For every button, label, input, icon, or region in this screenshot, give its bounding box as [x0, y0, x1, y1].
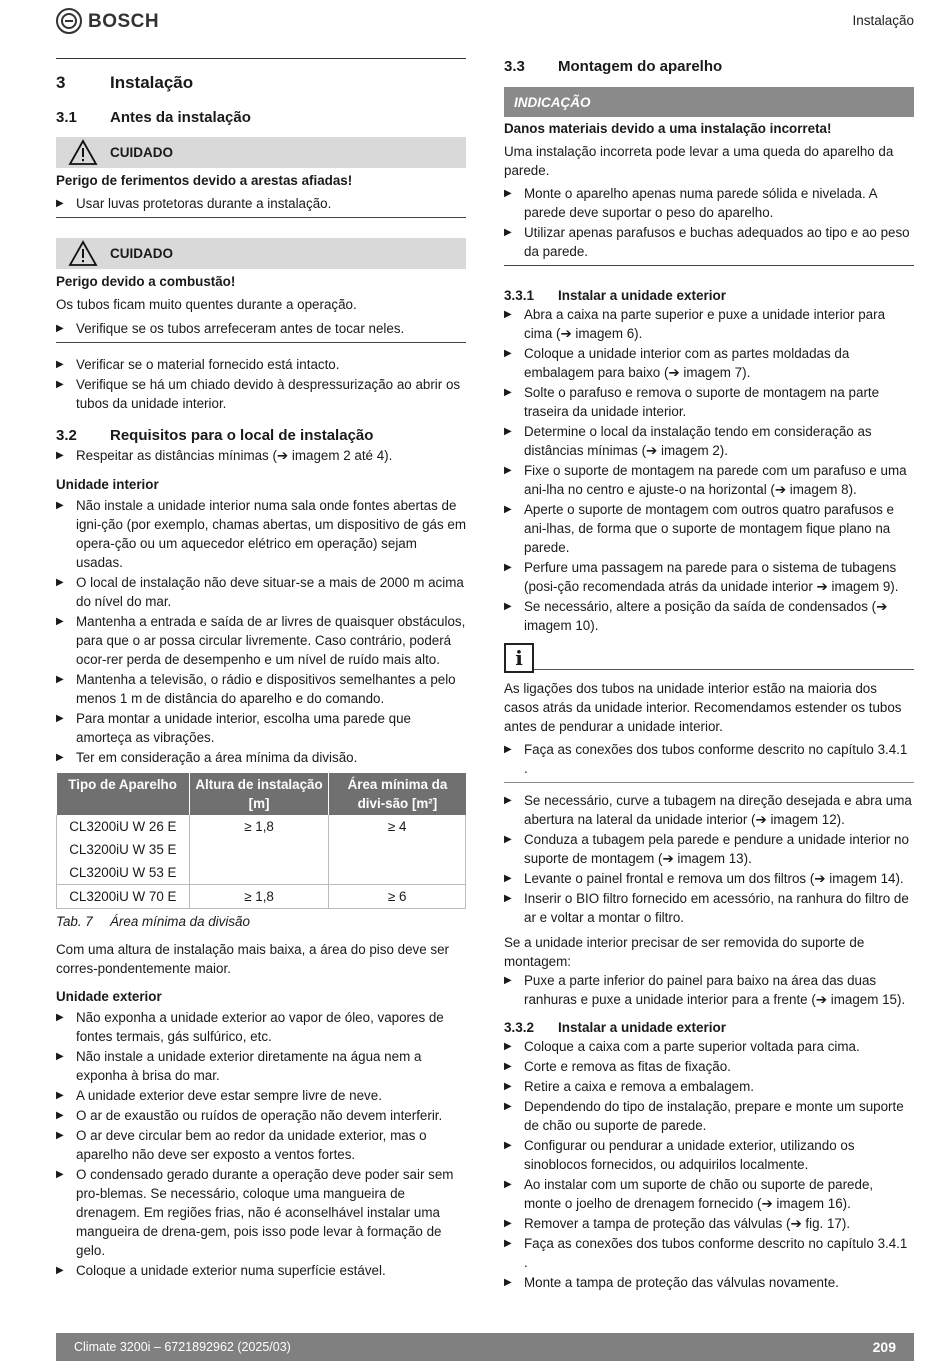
caution-title: Perigo devido a combustão! [56, 274, 236, 289]
bullet-arrow-icon: ▶ [56, 359, 64, 370]
section-title: Antes da instalação [110, 109, 251, 126]
table-row [57, 885, 466, 909]
bullet-arrow-icon: ▶ [504, 1081, 512, 1092]
bullet-arrow-icon: ▶ [56, 674, 64, 685]
removal-text: Se a unidade interior precisar de ser removida do suporte de montagem: [504, 935, 865, 969]
bullet-arrow-icon: ▶ [504, 834, 512, 845]
divider [56, 342, 466, 343]
list-item: ▶ Coloque a caixa com a parte superior voltada para cima. [504, 1039, 860, 1054]
bullet-arrow-icon: ▶ [56, 1265, 64, 1276]
list-item: ▶ Não instale a unidade interior numa sala onde fontes abertas de igni-ção (por exemplo, chamas abertas, um dispositivo de gás em opera-ção ou um aquecedor elétrico em operação) sejam usadas. [56, 498, 467, 570]
bullet-arrow-icon: ▶ [504, 227, 512, 238]
bullet-arrow-icon: ▶ [504, 1238, 512, 1249]
section-heading-3-2 [56, 426, 466, 446]
table-header-row [57, 773, 466, 815]
table-header-cell: Altura de instalação [m] [189, 773, 329, 815]
divider [504, 782, 914, 783]
list-item: ▶ Coloque a unidade interior com as partes moldadas da embalagem para baixo (➔ imagem 7). [504, 346, 850, 380]
bullet-arrow-icon: ▶ [56, 500, 64, 511]
list-item: ▶ Se necessário, curve a tubagem na direção desejada e abra uma abertura na lateral da unidade interior (➔ imagem 12). [504, 793, 912, 827]
list-item: ▶ Abra a caixa na parte superior e puxe a unidade interior para cima (➔ imagem 6). [504, 307, 886, 341]
right-column [504, 57, 914, 1292]
table-cell [329, 838, 466, 861]
bullet-arrow-icon: ▶ [504, 601, 512, 612]
outdoor-list [56, 1008, 466, 1280]
section-title: Requisitos para o local de instalação [110, 427, 374, 444]
section-number: 3.3.1 [504, 288, 535, 303]
list-item: ▶ Fixe o suporte de montagem na parede com um parafuso e uma ani-lha no centro e ajuste-o na horizontal (➔ imagem 8). [504, 463, 907, 497]
footer-document-id: Climate 3200i – 6721892962 (2025/03) [74, 1339, 291, 1354]
list-item: ▶ O ar deve circular bem ao redor da unidade exterior, mas o aparelho não deve ser exposto a ventos fortes. [56, 1128, 427, 1162]
bullet-arrow-icon: ▶ [504, 504, 512, 515]
bullet-arrow-icon: ▶ [56, 1110, 64, 1121]
list-item: ▶ Usar luvas protetoras durante a instalação. [56, 196, 332, 211]
table-cell: CL3200iU W 70 E [57, 885, 190, 909]
bullet-arrow-icon: ▶ [56, 450, 64, 461]
list-item: ▶ Dependendo do tipo de instalação, prepare e monte um suporte de chão ou suporte de parede. [504, 1099, 904, 1133]
table-row [57, 838, 466, 861]
bullet-arrow-icon: ▶ [56, 1090, 64, 1101]
caution-banner [56, 238, 466, 269]
indoor-list [56, 496, 466, 767]
list-item: ▶ Retire a caixa e remova a embalagem. [504, 1079, 754, 1094]
list-item: ▶ Utilizar apenas parafusos e buchas adequados ao tipo e ao peso da parede. [504, 225, 910, 259]
page-footer [56, 1333, 914, 1361]
notice-title: Danos materiais devido a uma instalação incorreta! [504, 121, 832, 136]
table-row [57, 861, 466, 885]
bullet-arrow-icon: ▶ [56, 577, 64, 588]
bullet-arrow-icon: ▶ [56, 1012, 64, 1023]
list-item: ▶ Conduza a tubagem pela parede e pendure a unidade interior no suporte de montagem (➔ imagem 13). [504, 832, 909, 866]
bullet-arrow-icon: ▶ [504, 1140, 512, 1151]
notice-banner: INDICAÇÃO [504, 87, 914, 117]
chapter-rule [56, 58, 466, 59]
bullet-arrow-icon: ▶ [504, 795, 512, 806]
list-item: ▶ Verificar se o material fornecido está intacto. [56, 357, 340, 372]
info-rule [534, 669, 914, 670]
list-item: ▶ A unidade exterior deve estar sempre livre de neve. [56, 1088, 382, 1103]
list-item: ▶ Corte e remova as fitas de fixação. [504, 1059, 731, 1074]
section-number: 3.3.2 [504, 1020, 535, 1035]
table-cell: ≥ 1,8 [189, 815, 329, 838]
table-caption [56, 912, 466, 931]
table-cell [189, 838, 329, 861]
divider [504, 265, 914, 266]
chapter-title: Instalação [110, 73, 194, 92]
bullet-arrow-icon: ▶ [56, 752, 64, 763]
bullet-arrow-icon: ▶ [504, 1041, 512, 1052]
bullet-arrow-icon: ▶ [504, 426, 512, 437]
bullet-arrow-icon: ▶ [504, 465, 512, 476]
brand-name: BOSCH [88, 10, 160, 32]
table-cell [189, 861, 329, 885]
caption-text: Área mínima da divisão [110, 914, 250, 929]
page-number: 209 [872, 1338, 896, 1355]
bullet-arrow-icon: ▶ [504, 1061, 512, 1072]
list-item: ▶ Não instale a unidade exterior diretamente na água nem a exponha à brisa do mar. [56, 1049, 422, 1083]
list-item: ▶ Inserir o BIO filtro fornecido em acessório, na ranhura do filtro de ar e voltar a montar o filtro. [504, 891, 909, 925]
warning-triangle-icon [68, 240, 98, 267]
divider [56, 217, 466, 218]
subheading-indoor-unit: Unidade interior [56, 477, 159, 492]
notice-text: Uma instalação incorreta pode levar a uma queda do aparelho da parede. [504, 144, 894, 178]
list-item: ▶ Ter em consideração a área mínima da divisão. [56, 750, 358, 765]
section-number: 3.2 [56, 427, 77, 444]
list-item: ▶ Para montar a unidade interior, escolha uma parede que amorteça as vibrações. [56, 711, 411, 745]
bullet-arrow-icon: ▶ [56, 323, 64, 334]
bullet-arrow-icon: ▶ [56, 713, 64, 724]
list-item: ▶ Não exponha a unidade exterior ao vapor de óleo, vapores de fontes termais, gás sulfúrico, etc. [56, 1010, 444, 1044]
info-text: As ligações dos tubos na unidade interior estão na maioria dos casos atrás da unidade interior. Recomendamos estender os tubos antes de pendurar a unidade interior. [504, 681, 902, 734]
table-header-cell: Tipo de Aparelho [57, 773, 190, 815]
bosch-logo [56, 8, 159, 34]
list-item: ▶ Monte o aparelho apenas numa parede sólida e nivelada. A parede deve suportar o peso do aparelho. [504, 186, 877, 220]
subheading-outdoor-unit: Unidade exterior [56, 989, 162, 1004]
left-column [56, 58, 466, 1280]
bullet-arrow-icon: ▶ [504, 873, 512, 884]
section-title: Instalar a unidade exterior [558, 288, 727, 303]
install-outdoor-list [504, 1037, 914, 1292]
header-section-title: Instalação [852, 13, 914, 28]
table-row [57, 815, 466, 838]
table-cell: CL3200iU W 35 E [57, 838, 190, 861]
list-item: ▶ O condensado gerado durante a operação deve poder sair sem pro-blemas. Se necessário, coloque uma mangueira de drenagem. Em regiões frias, não é aconselhável instalar uma mangueira de drena-gem, pois isso pode levar à formação de gelo. [56, 1167, 454, 1258]
list-item: ▶ Ao instalar com um suporte de chão ou suporte de parede, monte o joelho de drenagem fornecido (➔ imagem 16). [504, 1177, 874, 1211]
section-title: Instalar a unidade exterior [558, 1020, 727, 1035]
list-item: ▶ Perfure uma passagem na parede para o sistema de tubagens (posi-ção recomendada atrás da unidade interior ➔ imagem 9). [504, 560, 899, 594]
list-item: ▶ Solte o parafuso e remova o suporte de montagem na parte traseira da unidade interior. [504, 385, 880, 419]
min-area-table [56, 773, 466, 909]
mounting-list [504, 791, 914, 927]
table-cell: ≥ 1,8 [189, 885, 329, 909]
section-title: Montagem do aparelho [558, 58, 723, 75]
bullet-arrow-icon: ▶ [504, 348, 512, 359]
caution-label: CUIDADO [110, 246, 173, 261]
bullet-arrow-icon: ▶ [504, 562, 512, 573]
bullet-arrow-icon: ▶ [56, 1130, 64, 1141]
bullet-arrow-icon: ▶ [504, 975, 512, 986]
bullet-arrow-icon: ▶ [56, 1051, 64, 1062]
table-cell: ≥ 4 [387, 819, 407, 834]
caution-text: Os tubos ficam muito quentes durante a operação. [56, 297, 357, 312]
list-item: ▶ Monte a tampa de proteção das válvulas novamente. [504, 1275, 839, 1290]
list-item: ▶ Configurar ou pendurar a unidade exterior, utilizando os sinoblocos fornecidos, ou adquirilos localmente. [504, 1138, 855, 1172]
table-header-cell: Área mínima da divi-são [m²] [329, 773, 466, 815]
section-number: 3.1 [56, 109, 77, 126]
list-item: ▶ O ar de exaustão ou ruídos de operação não devem interferir. [56, 1108, 443, 1123]
list-item: ▶ Verifique se os tubos arrefeceram antes de tocar neles. [56, 321, 405, 336]
bullet-arrow-icon: ▶ [504, 893, 512, 904]
bullet-arrow-icon: ▶ [504, 1179, 512, 1190]
bullet-arrow-icon: ▶ [56, 198, 64, 209]
section-heading-3-3-2 [504, 1018, 914, 1037]
bullet-arrow-icon: ▶ [56, 616, 64, 627]
bullet-arrow-icon: ▶ [504, 188, 512, 199]
section-heading-3-3 [504, 57, 914, 77]
table-note: Com uma altura de instalação mais baixa, a área do piso deve ser corres-pondentemente maior. [56, 942, 450, 976]
chapter-heading [56, 72, 466, 94]
caution-title: Perigo de ferimentos devido a arestas afiadas! [56, 173, 353, 188]
list-item: ▶ Puxe a parte inferior do painel para baixo na área das duas ranhuras e puxe a unidade interior para a frente (➔ imagem 15). [504, 973, 906, 1007]
table-cell [329, 861, 466, 885]
list-item: ▶ Respeitar as distâncias mínimas (➔ imagem 2 até 4). [56, 448, 393, 463]
list-item: ▶ Remover a tampa de proteção das válvulas (➔ fig. 17). [504, 1216, 851, 1231]
bullet-arrow-icon: ▶ [504, 1218, 512, 1229]
caution-banner [56, 137, 466, 168]
list-item: ▶ Mantenha a entrada e saída de ar livres de quaisquer obstáculos, para que o ar possa circular livremente. Caso contrário, poderá ocor-rer perda de desempenho e um nível de ruído mais alto. [56, 614, 466, 667]
list-item: ▶ Determine o local da instalação tendo em consideração as distâncias mínimas (➔ imagem 2). [504, 424, 872, 458]
bullet-arrow-icon: ▶ [56, 1169, 64, 1180]
section-heading-3-3-1 [504, 286, 914, 305]
list-item: ▶ Coloque a unidade exterior numa superfície estável. [56, 1263, 386, 1278]
table-cell: CL3200iU W 53 E [57, 861, 190, 885]
bullet-arrow-icon: ▶ [504, 309, 512, 320]
info-box [504, 643, 914, 673]
info-icon: i [504, 643, 534, 673]
checklist [56, 355, 466, 413]
section-number: 3.3 [504, 58, 525, 75]
list-item: ▶ Faça as conexões dos tubos conforme descrito no capítulo 3.4.1 . [504, 1236, 908, 1270]
chapter-number: 3 [56, 73, 66, 92]
list-item: ▶ Faça as conexões dos tubos conforme descrito no capítulo 3.4.1 . [504, 742, 908, 776]
list-item: ▶ Verifique se há um chiado devido à despressurização ao abrir os tubos da unidade interior. [56, 377, 461, 411]
caption-number: Tab. 7 [56, 914, 93, 929]
table-cell: ≥ 6 [329, 885, 466, 909]
bullet-arrow-icon: ▶ [504, 744, 512, 755]
section-heading-3-1 [56, 108, 466, 128]
bosch-armature-icon [56, 8, 82, 34]
list-item: ▶ O local de instalação não deve situar-se a mais de 2000 m acima do nível do mar. [56, 575, 464, 609]
list-item: ▶ Levante o painel frontal e remova um dos filtros (➔ imagem 14). [504, 871, 904, 886]
notice-list [504, 184, 914, 261]
bullet-arrow-icon: ▶ [504, 387, 512, 398]
bullet-arrow-icon: ▶ [504, 1101, 512, 1112]
table-cell: CL3200iU W 26 E [57, 815, 190, 838]
warning-triangle-icon [68, 139, 98, 166]
list-item: ▶ Mantenha a televisão, o rádio e dispositivos semelhantes a pelo menos 1 m de distância do aparelho e do comando. [56, 672, 456, 706]
list-item: ▶ Aperte o suporte de montagem com outros quatro parafusos e ani-lhas, de forma que o suporte de montagem fique plano na parede. [504, 502, 894, 555]
list-item: ▶ Se necessário, altere a posição da saída de condensados (➔ imagem 10). [504, 599, 888, 633]
caution-label: CUIDADO [110, 145, 173, 160]
bullet-arrow-icon: ▶ [504, 1277, 512, 1288]
install-indoor-list [504, 305, 914, 635]
bullet-arrow-icon: ▶ [56, 379, 64, 390]
